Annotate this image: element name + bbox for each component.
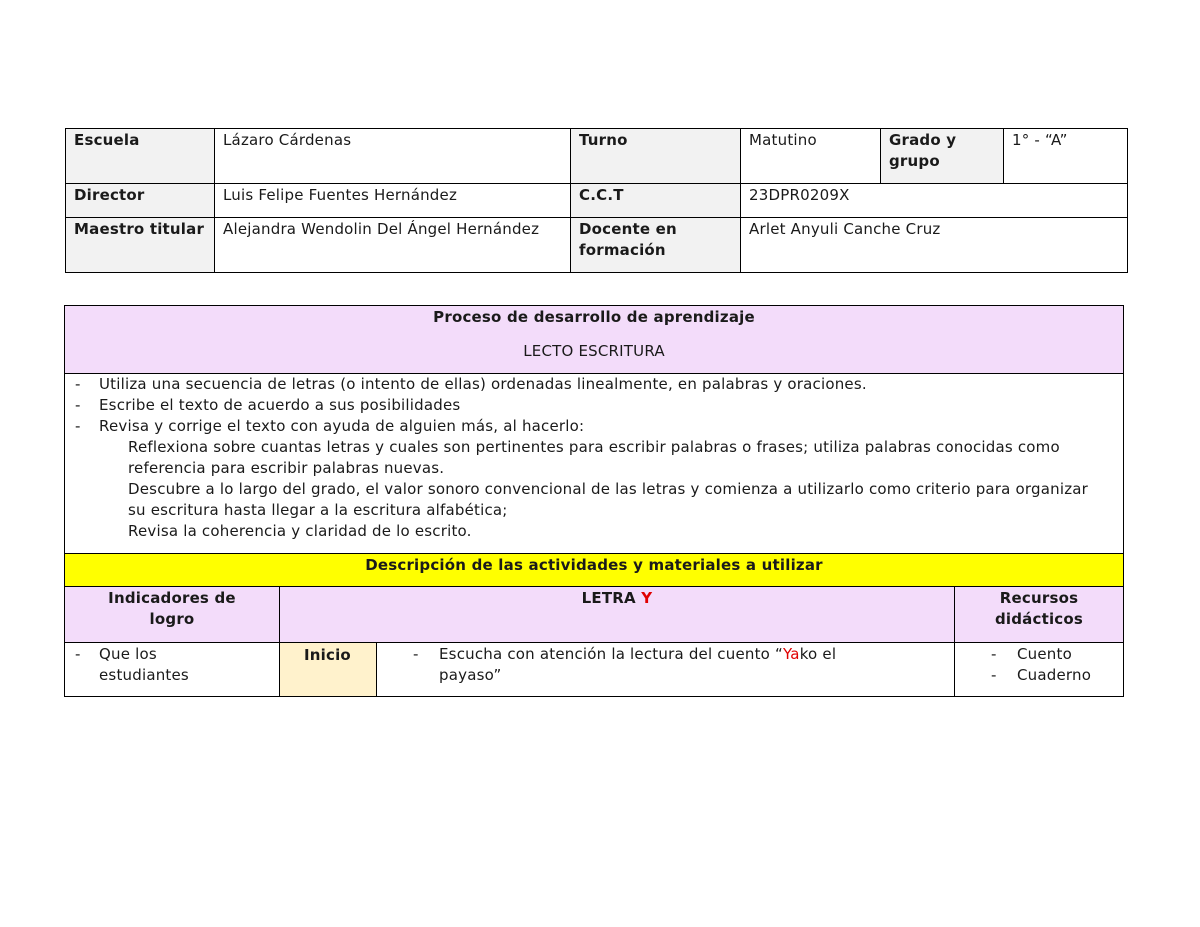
activities-list	[377, 643, 954, 686]
indicator-cell	[65, 643, 280, 697]
director-value-cell	[215, 184, 571, 218]
grado-value-cell	[1004, 129, 1128, 184]
grado-label: Grado y grupo	[889, 131, 957, 170]
letter-header	[280, 587, 954, 609]
objective-subpoint: Reflexiona sobre cuantas letras y cuales son pertinentes para escribir palabras o frases; utiliza palabras conocidas como referencia para escribir palabras nuevas.	[128, 438, 1060, 477]
phase-label: Inicio	[304, 646, 351, 664]
resources-cell	[955, 643, 1124, 697]
docente-label-cell	[571, 218, 741, 273]
grado-value: 1° - “A”	[1012, 131, 1068, 149]
process-title: Proceso de desarrollo de aprendizaje	[433, 308, 755, 326]
subject-title: LECTO ESCRITURA	[523, 342, 665, 360]
turno-value-cell	[741, 129, 881, 184]
escuela-value-cell	[215, 129, 571, 184]
phase-cell	[280, 643, 377, 697]
docente-value: Arlet Anyuli Canche Cruz	[749, 220, 941, 238]
docente-value-cell	[741, 218, 1128, 273]
objective-subpoint: Descubre a lo largo del grado, el valor sonoro convencional de las letras y comienza a utilizarlo como criterio para organizar su escritura hasta llegar a la escritura alfabética;	[128, 480, 1089, 519]
indicator-item: - Que los estudiantes	[65, 644, 279, 686]
objective-item: - Escribe el texto de acuerdo a sus posibilidades	[65, 395, 1123, 416]
resource-item: - Cuaderno	[955, 665, 1123, 686]
activity-text-highlight: Ya	[783, 645, 800, 663]
resources-list	[955, 643, 1123, 686]
objectives-list	[65, 374, 1123, 437]
cct-value: 23DPR0209X	[749, 186, 850, 204]
escuela-label-cell	[66, 129, 215, 184]
activity-cell	[377, 643, 955, 697]
escuela-value: Lázaro Cárdenas	[223, 131, 352, 149]
activity-item	[377, 644, 954, 686]
resources-header: Recursos didácticos	[994, 589, 1084, 628]
letter-header-letter: Y	[641, 589, 653, 607]
cct-value-cell	[741, 184, 1128, 218]
letter-header-cell	[280, 587, 955, 643]
objective-subpoint: Revisa la coherencia y claridad de lo escrito.	[128, 522, 472, 540]
turno-label-cell	[571, 129, 741, 184]
letter-header-prefix: LETRA	[581, 589, 642, 607]
activities-header-cell	[65, 554, 1124, 587]
resources-header-cell	[955, 587, 1124, 643]
turno-value: Matutino	[749, 131, 817, 149]
indicators-header: Indicadores de logro	[108, 589, 236, 628]
director-label-cell	[66, 184, 215, 218]
objective-item: - Utiliza una secuencia de letras (o intento de ellas) ordenadas linealmente, en palabras y oraciones.	[65, 374, 1123, 395]
maestro-label: Maestro titular	[74, 220, 205, 238]
maestro-value-cell	[215, 218, 571, 273]
school-info-table	[65, 128, 1128, 273]
cct-label: C.C.T	[579, 186, 624, 204]
cct-label-cell	[571, 184, 741, 218]
maestro-value: Alejandra Wendolin Del Ángel Hernández	[223, 220, 540, 238]
process-header-cell	[65, 306, 1124, 374]
escuela-label: Escuela	[74, 131, 140, 149]
objectives-cell	[65, 374, 1124, 554]
activities-title: Descripción de las actividades y materiales a utilizar	[365, 556, 823, 574]
docente-label: Docente en formación	[579, 220, 677, 259]
objective-item: - Revisa y corrige el texto con ayuda de alguien más, al hacerlo:	[65, 416, 1123, 437]
director-value: Luis Felipe Fuentes Hernández	[223, 186, 458, 204]
resource-item: - Cuento	[955, 644, 1123, 665]
grado-label-cell	[881, 129, 1004, 184]
objective-subpoints	[65, 437, 1123, 542]
activity-text-before: Escucha con atención la lectura del cuento “	[439, 645, 783, 663]
turno-label: Turno	[579, 131, 628, 149]
maestro-label-cell	[66, 218, 215, 273]
indicators-list	[65, 643, 279, 686]
learning-plan-table	[64, 305, 1124, 697]
activity-text-after: ko el payaso”	[439, 645, 837, 684]
indicators-header-cell	[65, 587, 280, 643]
director-label: Director	[74, 186, 145, 204]
